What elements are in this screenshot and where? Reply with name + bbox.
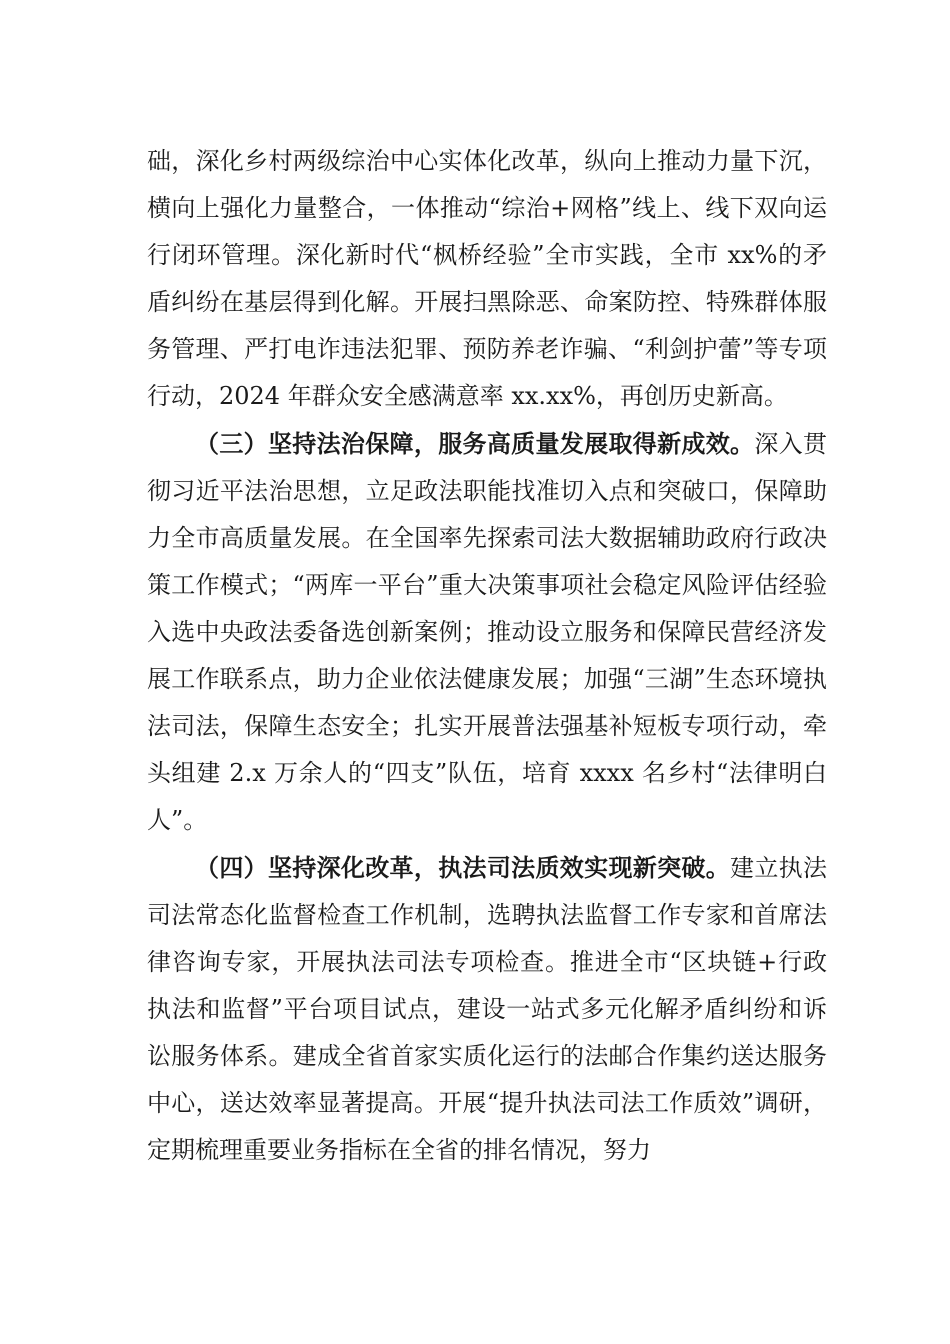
paragraph-continuation — [147, 138, 827, 420]
section-heading: （四）坚持深化改革，执法司法质效实现新突破。 — [195, 853, 731, 882]
section-heading: （三）坚持法治保障，服务高质量发展取得新成效。 — [195, 429, 755, 458]
paragraph-section-three — [147, 420, 827, 844]
paragraph-body: 深入贯彻习近平法治思想，立足政法职能找准切入点和突破口，保障助力全市高质量发展。在全国率先探索司法大数据辅助政府行政决策工作模式；“两库一平台”重大决策事项社会稳定风险评估经验入选中央政法委备选创新案例；推动设立服务和保障民营经济发展工作联系点，助力企业依法健康发展；加强“三湖”生态环境执法司法，保障生态安全；扎实开展普法强基补短板专项行动，牵头组建 2.x 万余人的“四支”队伍，培育 xxxx 名乡村“法律明白人”。 — [147, 430, 827, 834]
paragraph-body: 础，深化乡村两级综治中心实体化改革，纵向上推动力量下沉，横向上强化力量整合，一体推动“综治+网格”线上、线下双向运行闭环管理。深化新时代“枫桥经验”全市实践，全市 xx%的矛盾纠纷在基层得到化解。开展扫黑除恶、命案防控、特殊群体服务管理、严打电诈违法犯罪、预防养老诈骗、“利剑护蕾”等专项行动，2024 年群众安全感满意率 xx.xx%，再创历史新高。 — [147, 147, 827, 410]
document-body — [147, 138, 827, 1174]
paragraph-body: 建立执法司法常态化监督检查工作机制，选聘执法监督工作专家和首席法律咨询专家，开展执法司法专项检查。推进全市“区块链+行政执法和监督”平台项目试点，建设一站式多元化解矛盾纠纷和诉讼服务体系。建成全省首家实质化运行的法邮合作集约送达服务中心，送达效率显著提高。开展“提升执法司法工作质效”调研，定期梳理重要业务指标在全省的排名情况，努力 — [147, 854, 828, 1164]
paragraph-section-four — [147, 844, 827, 1174]
